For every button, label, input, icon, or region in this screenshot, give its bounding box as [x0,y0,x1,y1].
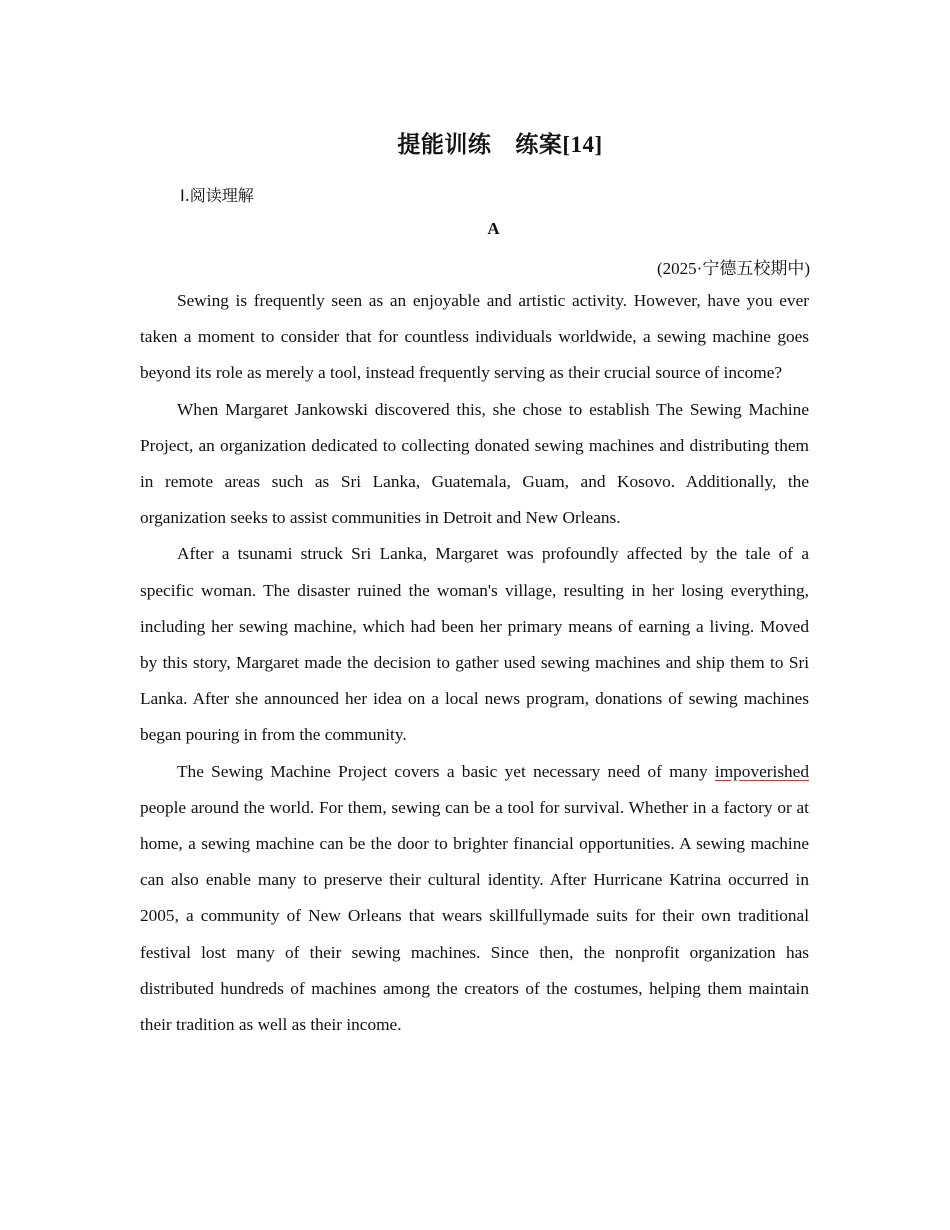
title-sub: 练案[14] [515,132,603,157]
paragraph-4-after: people around the world. For them, sewing can be a tool for survival. Whether in a factory or at home, a sewing machine can be the door to brighter financial opportunities. A sewing machine can also enable many to preserve their cultural identity. After Hurricane Katrina occurred in 2005, a community of New Orleans that wears skillfullymade suits for their own traditional festival lost many of their sewing machines. Since then, the nonprofit organization has distributed hundreds of machines among the creators of the costumes, helping them maintain their tradition as well as their income. [140,797,809,1035]
passage-body [140,283,809,1043]
paragraph-2: When Margaret Jankowski discovered this, she chose to establish The Sewing Machine Project, an organization dedicated to collecting donated sewing machines and distributing them in remote areas such as Sri Lanka, Guatemala, Guam, and Kosovo. Additionally, the organization seeks to assist communities in Detroit and New Orleans. [140,399,809,528]
title-main: 提能训练 [397,132,492,157]
page-title [0,126,950,159]
passage-letter: A [487,219,500,238]
source-note: (2025·宁德五校期中) [657,259,810,278]
section-label: Ⅰ.阅读理解 [180,186,254,205]
paragraph-1: Sewing is frequently seen as an enjoyable and artistic activity. However, have you ever taken a moment to consider that for countless individuals worldwide, a sewing machine goes beyond its role as merely a tool, instead frequently serving as their crucial source of income? [140,291,809,383]
underlined-word: impoverished [714,761,809,781]
paragraph-4-before: The Sewing Machine Project covers a basic yet necessary need of many [177,761,715,781]
paragraph-4 [140,754,809,1044]
paragraph-3: After a tsunami struck Sri Lanka, Margaret was profoundly affected by the tale of a specific woman. The disaster ruined the woman's village, resulting in her losing everything, including her sewing machine, which had been her primary means of earning a living. Moved by this story, Margaret made the decision to gather used sewing machines and ship them to Sri Lanka. After she announced her idea on a local news program, donations of sewing machines began pouring in from the community. [140,544,809,745]
